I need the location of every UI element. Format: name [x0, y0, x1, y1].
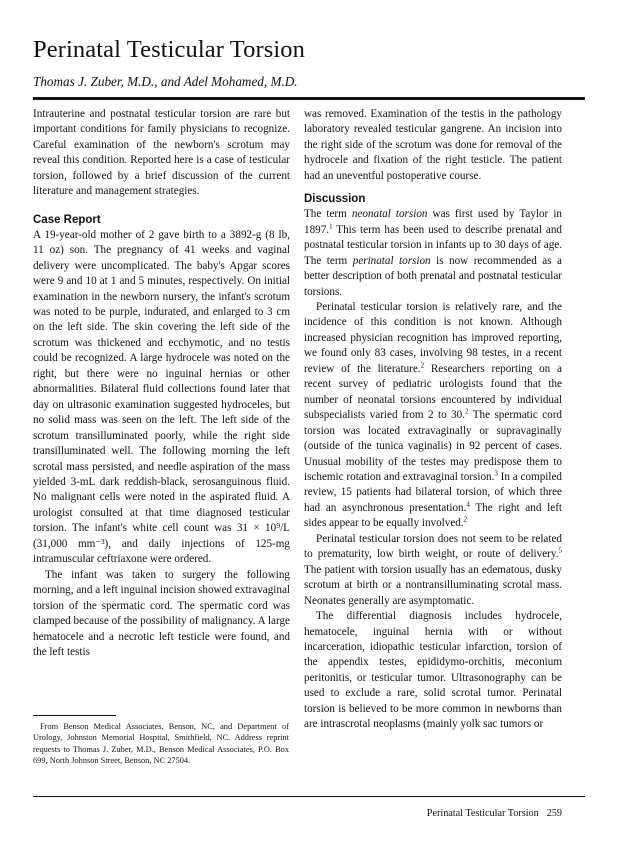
- discussion-paragraph-3: Perinatal testicular torsion does not seem to be related to prematurity, low birth weight, or route of delivery.$^5$ The patient with torsion usually has an edematous, dusky scrotum at birth or a nontransilluminating scrotal mass. Neonates generally are asymptomatic.: [304, 532, 562, 607]
- running-title: Perinatal Testicular Torsion: [426, 808, 539, 819]
- term-perinatal-torsion: perinatal torsion: [352, 254, 431, 267]
- reference-marker: 2: [420, 361, 425, 370]
- case-report-paragraph-1: A 19-year-old mother of 2 gave birth to a 3892-g (8 lb, 11 oz) son. The pregnancy of 41 weeks and vaginal delivery were uncomplicated. The baby's Apgar scores were 9 and 10 at 1 and 5 minutes, respectively. On initial examination in the newborn nursery, the infant's scrotum was noted to be purple, indurated, and enlarged to 3 cm on the left side. The skin covering the left side of the scrotum was thickened and ecchymotic, and no testis could be recognized. A large hydrocele was noted on the right, but there were no inguinal hernias or other abnormalities. Bilateral fluid collections found later that day on ultrasonic examination suggested hydroceles, but no solid mass was seen on the left. The left side of the scrotum transilluminated poorly, while the right side transilluminated well. The following morning the left scrotal mass persisted, and needle aspiration of the mass yielded 3-mL dark reddish-black, serosanguinous fluid. No malignant cells were noted in the aspirated fluid. A urologist consulted at that time diagnosed testicular torsion. The infant's white cell count was 31 × 10⁹/L (31,000 mm⁻³), and daily injections of 125-mg intramuscular ceftriaxone were ordered.: [33, 228, 290, 566]
- discussion-paragraph-4: The differential diagnosis includes hydrocele, hematocele, inguinal hernia with or without incarceration, idiopathic testicular infarction, torsion of the appendix testes, epididymo-orchitis, meconium peritonitis, or testicular tumor. Ultrasonography can be used to exclude a rare, solid scrotal tumor. Perinatal torsion is believed to be more common in newborns than are intrascrotal neoplasms (mainly yolk sac tumors or: [304, 610, 562, 731]
- footer-rule: [33, 796, 585, 797]
- left-column: [33, 107, 290, 660]
- intro-paragraph: Intrauterine and postnatal testicular torsion are rare but important conditions for family physicians to recognize. Careful examination of the newborn's scrotum may reveal this condition. Reported here is a case of testicular torsion, followed by a brief discussion of the current literature and management strategies.: [33, 108, 290, 198]
- reference-marker: 1: [329, 222, 333, 230]
- article-title: Perinatal Testicular Torsion: [33, 36, 305, 63]
- case-report-continuation: was removed. Examination of the testis in the pathology laboratory revealed testicular gangrene. An incision into the right side of the scrotum was done for removal of the hydrocele and fixation of the right testicle. The patient had an uneventful postoperative course.: [304, 108, 562, 182]
- discussion-heading: Discussion: [304, 193, 366, 206]
- right-column: [304, 107, 562, 733]
- reference-marker: 3: [494, 469, 498, 478]
- discussion-paragraph-2: Perinatal testicular torsion is relatively rare, and the incidence of this condition is not known. Although increased physician recognition has improved reporting, we found only 83 cases, involving 98 testes, in a recent review of the literature.$^2$ Researchers reporting on a recent survey of pediatric urologists found that the number of neonatal torsions encountered by individual subspecialists varied from 2 to 30.$^2$ The spermatic cord torsion was located extravaginally or supravaginally (outside of the tunica vaginalis) in 92 percent of cases. Unusual mobility of the testes may predispose them to ischemic rotation and extravaginal torsion.$^3$ In a compiled review, 15 patients had bilateral torsion, of which three had an asynchronous presentation.$^4$ The right and left sides appear to be equally involved.$^2$: [304, 300, 562, 530]
- article-authors: Thomas J. Zuber, M.D., and Adel Mohamed, M.D.: [33, 74, 298, 89]
- header-rule: [33, 97, 585, 100]
- case-report-heading: Case Report: [33, 213, 101, 226]
- case-report-paragraph-2: The infant was taken to surgery the following morning, and a left inguinal incision showed extravaginal torsion of the spermatic cord. The spermatic cord was clamped because of the possibility of malignancy. A large hematocele and a necrotic left testicle were found, and the left testis: [33, 568, 290, 658]
- author-affiliation-footnote: From Benson Medical Associates, Benson, NC, and Department of Urology, Johnston Memorial Hospital, Smithfield, NC. Address reprint requests to Thomas J. Zuber, M.D., Benson Medical Associates, P.O. Box 699, North Johnson Street, Benson, NC 27504.: [33, 722, 289, 765]
- reference-marker: 5: [558, 546, 562, 555]
- footnote-rule: [33, 715, 116, 716]
- page-number: 259: [546, 808, 562, 819]
- reference-marker: 2: [463, 515, 468, 524]
- reference-marker: 4: [466, 500, 470, 509]
- term-neonatal-torsion: neonatal torsion: [351, 208, 428, 221]
- discussion-paragraph-1: The term neonatal torsion was first used by Taylor in 1897.$^1$ This term has been used to describe prenatal and postnatal testicular torsion in infants up to 30 days of age. The term perinatal torsion is now recommended as a better description of both prenatal and postnatal testicular torsions.: [304, 208, 562, 298]
- page-footer: [427, 808, 562, 819]
- reference-marker: 2: [465, 407, 469, 416]
